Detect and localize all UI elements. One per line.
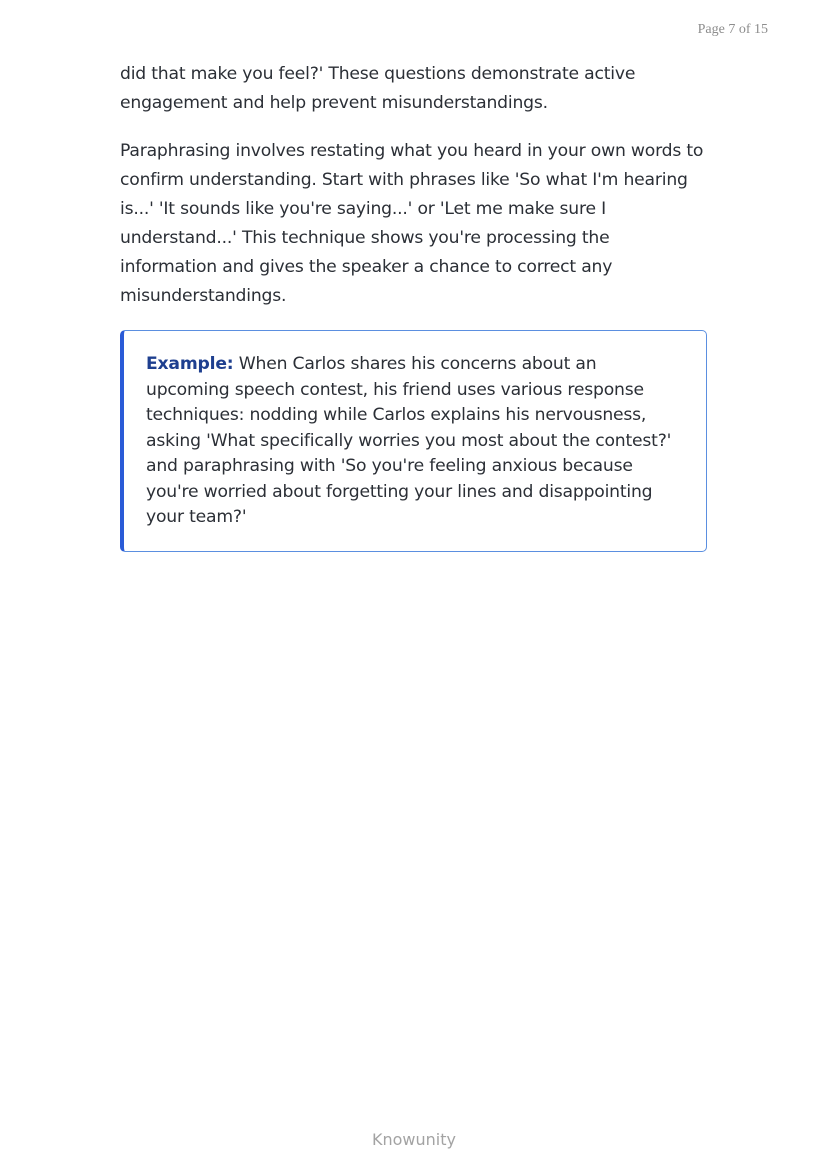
page-number: Page 7 of 15 [697,22,768,37]
example-text [146,352,682,531]
example-callout-box [120,330,707,552]
paragraph-paraphrasing: Paraphrasing involves restating what you heard in your own words to confirm understanding. Start with phrases like 'So what I'm hearing is...' 'It sounds like you're saying...' or 'Let me make sure I understand...' This technique shows you're processing the information and gives the speaker a chance to correct any misunderstandings. [120,141,704,306]
document-content [120,60,710,552]
footer-brand: Knowunity [372,1130,456,1149]
example-body: When Carlos shares his concerns about an upcoming speech contest, his friend uses various response techniques: nodding while Carlos explains his nervousness, asking 'What specifically worries you most about the contest?' and paraphrasing with 'So you're feeling anxious because you're worried about forgetting your lines and disappointing your team?' [146,354,672,527]
paragraph-questions-continued: did that make you feel?' These questions demonstrate active engagement and help prevent misunderstandings. [120,64,636,113]
example-label: Example: [146,354,234,374]
